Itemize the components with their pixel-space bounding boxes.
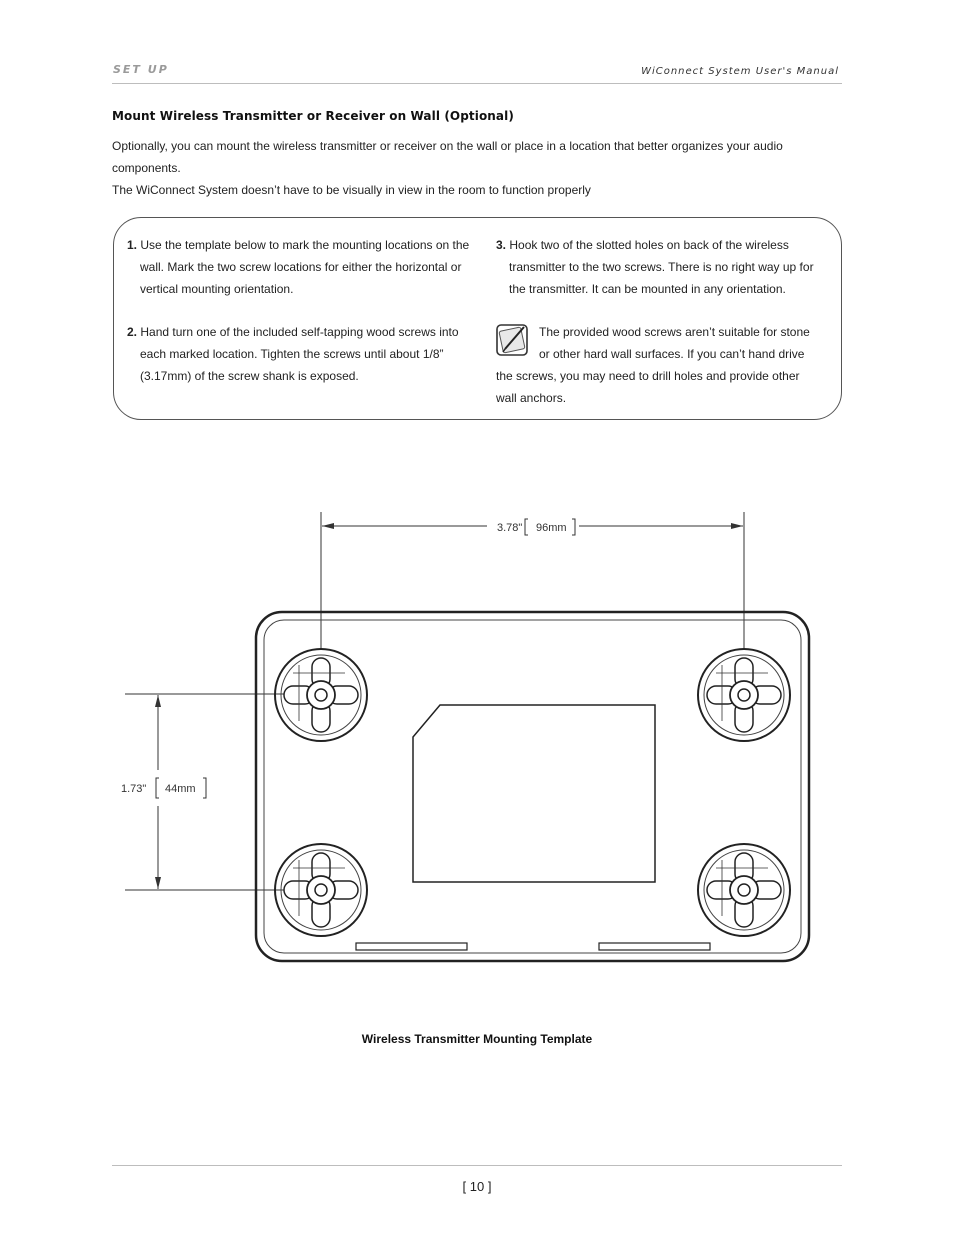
header-divider <box>112 83 842 84</box>
step-text: Hand turn one of the included self-tapping wood screws into <box>140 325 459 339</box>
intro-line: The WiConnect System doesn’t have to be visually in view in the room to function properly <box>112 183 591 197</box>
manual-title: WiConnect System User's Manual <box>641 66 839 77</box>
note-line: wall anchors. <box>496 391 567 405</box>
step-text: Use the template below to mark the mounting locations on the <box>140 238 470 252</box>
keyhole-mount <box>275 649 367 741</box>
keyhole-mount <box>698 649 790 741</box>
horizontal-dimension <box>321 512 744 650</box>
note-text <box>496 321 826 409</box>
mounting-template-diagram <box>115 500 815 970</box>
step-text: the transmitter. It can be mounted in any orientation. <box>509 282 786 296</box>
step-text: transmitter to the two screws. There is no right way up for <box>509 260 814 274</box>
step-2 <box>127 321 477 387</box>
step-text: Hook two of the slotted holes on back of the wireless <box>509 238 789 252</box>
vertical-dim-mm: 44mm <box>165 783 196 795</box>
figure-caption: Wireless Transmitter Mounting Template <box>361 1032 593 1046</box>
step-number: 3. <box>496 238 507 252</box>
note-line: The provided wood screws aren’t suitable for stone <box>539 325 810 339</box>
intro-paragraph <box>112 135 842 201</box>
step-number: 1. <box>127 238 138 252</box>
step-text: (3.17mm) of the screw shank is exposed. <box>140 369 359 383</box>
horizontal-dim-inches: 3.78" <box>497 522 523 534</box>
step-text: each marked location. Tighten the screws until about 1/8” <box>140 347 444 361</box>
step-number: 2. <box>127 325 138 339</box>
note-line: the screws, you may need to drill holes and provide other <box>496 369 800 383</box>
footer-divider <box>112 1165 842 1166</box>
page-number: [ 10 ] <box>462 1179 492 1194</box>
horizontal-dim-mm: 96mm <box>536 522 567 534</box>
mounting-holes <box>275 649 790 936</box>
note-line: or other hard wall surfaces. If you can’t hand drive <box>539 347 805 361</box>
section-title: Mount Wireless Transmitter or Receiver on Wall (Optional) <box>112 109 514 123</box>
section-label: SET UP <box>113 63 169 76</box>
step-1 <box>127 234 477 300</box>
step-text: vertical mounting orientation. <box>140 282 294 296</box>
step-3 <box>496 234 826 300</box>
keyhole-mount <box>275 844 367 936</box>
intro-line: Optionally, you can mount the wireless transmitter or receiver on the wall or place in a location that better organizes your audio components. <box>112 139 783 175</box>
device-outline <box>256 612 809 961</box>
vertical-dim-inches: 1.73" <box>121 783 147 795</box>
vertical-dimension <box>121 694 290 890</box>
keyhole-mount <box>698 844 790 936</box>
step-text: wall. Mark the two screw locations for either the horizontal or <box>140 260 462 274</box>
